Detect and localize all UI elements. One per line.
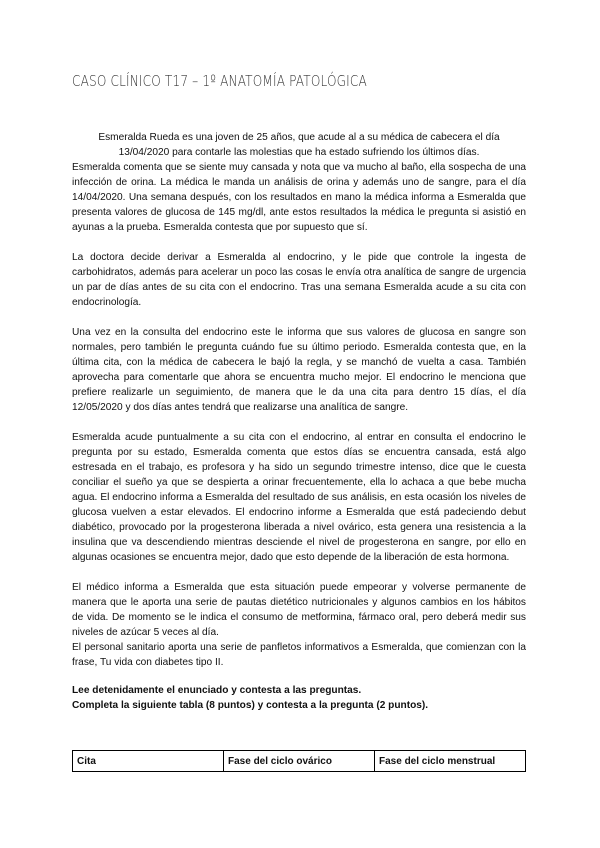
table-header-row (73, 751, 526, 772)
header-cita: Cita (73, 751, 224, 772)
header-fase-menstrual: Fase del ciclo menstrual (375, 751, 526, 772)
instruction-line-2: Completa la siguiente tabla (8 puntos) y contesta a la pregunta (2 puntos). (72, 700, 429, 711)
instruction-line-1: Lee detenidamente el enunciado y contesta a las preguntas. (72, 685, 362, 696)
intro-paragraph: Esmeralda comenta que se siente muy cansada y nota que va mucho al baño, ella sospecha de una infección de orina. La médica le manda un análisis de orina y además uno de sangre, para el día 14/04/2020. Una semana después, con los resultados en mano la médica informa a Esmeralda que presenta valores de glucosa de 145 mg/dl, ante estos resultados la médica le pregunta si asistió en ayunas a la prueba. Esmeralda contesta que por supuesto que sí. (72, 162, 526, 233)
cycle-table (72, 750, 526, 772)
document-title: CASO CLÍNICO T17 – 1º ANATOMÍA PATOLÓGICA (72, 72, 367, 90)
paragraph-diagnosis: Esmeralda acude puntualmente a su cita con el endocrino, al entrar en consulta el endocrino le pregunta por su estado, Esmeralda comenta que estos días se encuentra cansada, está algo estresada en el trabajo, es profesora y ha sido un segundo trimestre intenso, dice que le cuesta conciliar el sueño ya que se despierta a orinar frecuentemente, ella lo achaca a que bebe mucha agua. El endocrino informa a Esmeralda del resultado de sus análisis, en esta ocasión los niveles de glucosa vuelven a estar elevados. El endocrino informe a Esmeralda que está padeciendo debut diabético, provocado por la progesterona liberada a nivel ovárico, esta genera una resistencia a la insulina que va descendiendo mientras desciende el nivel de progesterona en sangre, por ello en algunas ocasiones se encuentra mejor, dado que esto depende de la liberación de esta hormona. (72, 432, 526, 563)
paragraph-derivation: La doctora decide derivar a Esmeralda al endocrino, y le pide que controle la ingesta de carbohidratos, además para acelerar un poco las cosas le envía otra analítica de sangre de urgencia un par de días antes de su cita con el endocrino. Tras una semana Esmeralda acude a su cita con endocrinología. (72, 252, 526, 308)
intro-line-1: Esmeralda Rueda es una joven de 25 años, que acude al a su médica de cabecera el día (98, 132, 500, 143)
paragraph-treatment: El médico informa a Esmeralda que esta situación puede empeorar y volverse permanente de manera que le aporta una serie de pautas dietético nutricionales y algunos cambios en los hábitos de vida. De momento se le indica el consumo de metformina, fármaco oral, pero deberá medir sus niveles de azúcar 5 veces al día. (72, 582, 526, 638)
document-body (72, 130, 526, 713)
intro-line-2: 13/04/2020 para contarle las molestias que ha estado sufriendo los últimos días. (118, 147, 480, 158)
instructions (72, 683, 526, 713)
header-fase-ovarico: Fase del ciclo ovárico (224, 751, 375, 772)
paragraph-pamphlets: El personal sanitario aporta una serie de panfletos informativos a Esmeralda, que comienzan con la frase, Tu vida con diabetes tipo II. (72, 642, 526, 668)
paragraph-endocrino-visit: Una vez en la consulta del endocrino este le informa que sus valores de glucosa en sangre son normales, pero también le pregunta cuándo fue su último periodo. Esmeralda contesta que, en la última cita, con la médica de cabecera le bajó la regla, y se manchó de vuelta a casa. También aprovecha para comentarle que ahora se encuentra mucho mejor. El endocrino le menciona que prefiere realizarle un seguimiento, de manera que le da una cita para dentro 15 días, el día 12/05/2020 y dos días antes tendrá que realizarse una analítica de sangre. (72, 327, 526, 413)
